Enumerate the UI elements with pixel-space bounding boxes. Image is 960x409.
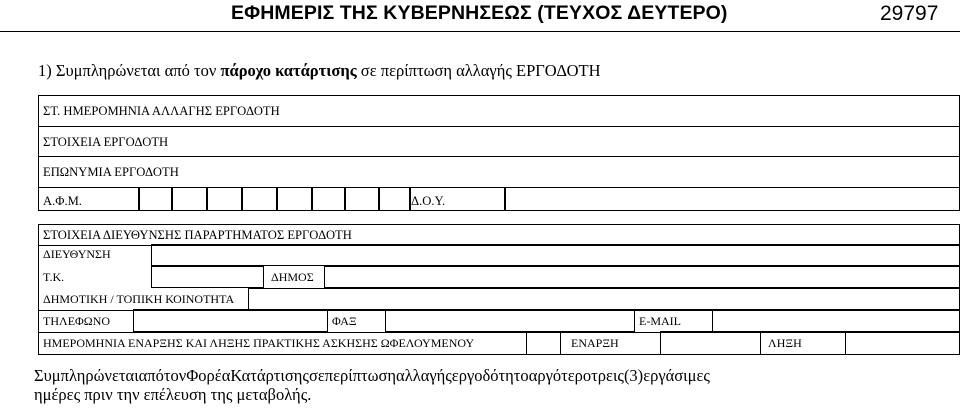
- footer-word: (3): [623, 366, 644, 385]
- form-row-divider: [39, 156, 959, 157]
- municipality-label: ΔΗΜΟΣ: [271, 270, 314, 284]
- intro-prefix: 1) Συμπληρώνεται από τον: [38, 61, 221, 80]
- footer-word: αλλαγής: [396, 366, 452, 385]
- intro-suffix: σε περίπτωση αλλαγής ΕΡΓΟΔΟΤΗ: [356, 61, 601, 80]
- employer-change-form: [38, 95, 960, 211]
- footer-line-1: [34, 366, 914, 385]
- email-label: E-MAIL: [639, 314, 681, 328]
- afm-digit-cell[interactable]: [138, 187, 140, 211]
- footer-word: εργάσιμες: [643, 366, 710, 385]
- footer-line-2: ημέρες πριν την επέλευση της μεταβολής.: [34, 385, 312, 404]
- afm-digit-cell[interactable]: [378, 187, 380, 211]
- intro-instruction: [38, 61, 601, 81]
- dates-spacer-field[interactable]: [526, 331, 561, 355]
- doy-field-divider: [504, 187, 506, 211]
- header-rule: [0, 31, 960, 32]
- email-field[interactable]: [712, 309, 960, 332]
- afm-digit-cell[interactable]: [206, 187, 208, 211]
- footer-word: περίπτωση: [324, 366, 397, 385]
- afm-label: Α.Φ.Μ.: [43, 194, 82, 208]
- footer-word: από: [138, 366, 164, 385]
- intro-bold: πάροχο κατάρτισης: [220, 61, 357, 80]
- afm-digit-cell[interactable]: [311, 187, 313, 211]
- end-label: ΛΗΞΗ: [768, 336, 802, 350]
- community-label: ΔΗΜΟΤΙΚΗ / ΤΟΠΙΚΗ ΚΟΙΝΟΤΗΤΑ: [43, 292, 235, 306]
- gazette-title: ΕΦΗΜΕΡΙΣ ΤΗΣ ΚΥΒΕΡΝΗΣΕΩΣ (ΤΕΥΧΟΣ ΔΕΥΤΕΡΟ): [231, 2, 728, 24]
- branch-address-form: [38, 224, 960, 355]
- end-date-field[interactable]: [845, 331, 960, 355]
- footer-word: Φορέα: [186, 366, 231, 385]
- fax-field[interactable]: [385, 309, 635, 332]
- municipality-field[interactable]: [324, 266, 960, 288]
- address-label: ΔΙΕΥΘΥΝΣΗ: [43, 247, 111, 261]
- employer-name-label: ΕΠΩΝΥΜΙΑ ΕΡΓΟΔΟΤΗ: [43, 165, 179, 179]
- footer-note: [34, 366, 914, 404]
- footer-word: τον: [163, 366, 187, 385]
- afm-digit-cell[interactable]: [171, 187, 173, 211]
- start-date-field[interactable]: [660, 331, 761, 355]
- footer-word: το: [513, 366, 529, 385]
- postcode-label: Τ.Κ.: [43, 270, 65, 284]
- address-field[interactable]: [151, 244, 960, 266]
- employer-details-label: ΣΤΟΙΧΕΙΑ ΕΡΓΟΔΟΤΗ: [43, 135, 169, 149]
- footer-word: Συμπληρώνεται: [34, 366, 139, 385]
- afm-digit-cell[interactable]: [276, 187, 278, 211]
- postcode-field[interactable]: [151, 266, 264, 288]
- community-field[interactable]: [248, 288, 960, 310]
- phone-label: ΤΗΛΕΦΩΝΟ: [43, 314, 111, 328]
- form-row-divider: [39, 187, 959, 188]
- phone-field[interactable]: [133, 309, 328, 332]
- internship-dates-label: ΗΜΕΡΟΜΗΝΙΑ ΕΝΑΡΞΗΣ ΚΑΙ ΛΗΞΗΣ ΠΡΑΚΤΙΚΗΣ ΑΣΚΗΣΗΣ ΩΦΕΛΟΥΜΕΝΟΥ: [43, 336, 475, 350]
- footer-word: αργότερο: [528, 366, 592, 385]
- footer-word: τρεις: [591, 366, 624, 385]
- page-header: [0, 2, 960, 28]
- branch-title-label: ΣΤΟΙΧΕΙΑ ΔΙΕΥΘΥΝΣΗΣ ΠΑΡΑΡΤΗΜΑΤΟΣ ΕΡΓΟΔΟΤΗ: [43, 228, 352, 242]
- footer-word: εργοδότη: [451, 366, 514, 385]
- start-label: ΕΝΑΡΞΗ: [571, 336, 619, 350]
- afm-digit-cell[interactable]: [241, 187, 243, 211]
- page-number: 29797: [880, 2, 939, 25]
- footer-word: σε: [308, 366, 325, 385]
- doy-label: Δ.Ο.Υ.: [411, 194, 446, 208]
- form-row-divider: [39, 332, 959, 333]
- change-date-label: ΣΤ. ΗΜΕΡΟΜΗΝΙΑ ΑΛΛΑΓΗΣ ΕΡΓΟΔΟΤΗ: [43, 104, 280, 118]
- fax-label: ΦΑΞ: [332, 314, 357, 328]
- footer-word: Κατάρτισης: [230, 366, 309, 385]
- afm-digit-cell[interactable]: [344, 187, 346, 211]
- form-row-divider: [39, 126, 959, 127]
